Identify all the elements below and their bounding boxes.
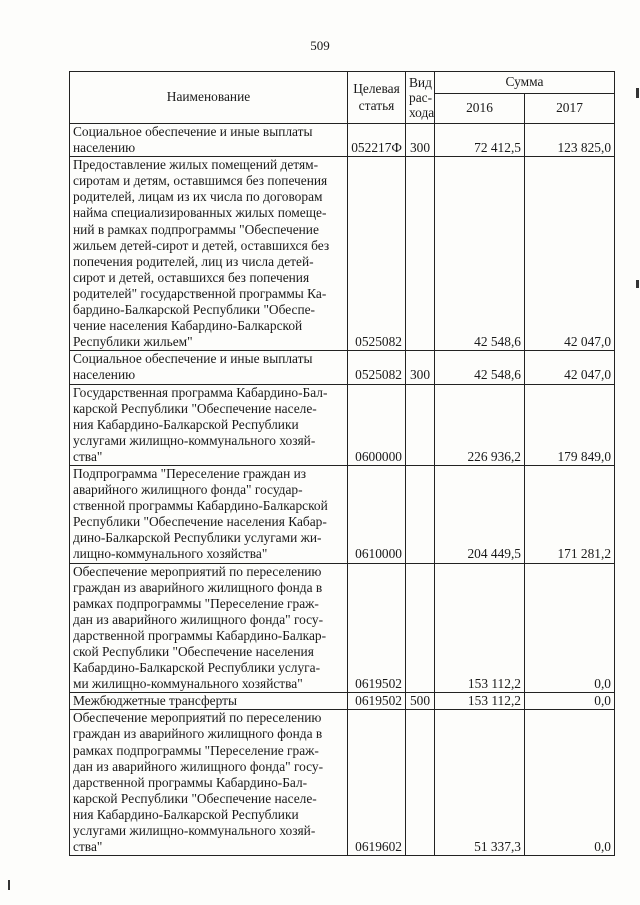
row-name-line: дан из аварийного жилищного фонда" госу- [73, 758, 324, 774]
row-code: 0525082 [348, 351, 406, 384]
row-name [70, 710, 348, 856]
row-name-line: попечения родителей, лиц из числа детей- [73, 253, 314, 269]
table-row [70, 465, 615, 563]
row-amount-2017: 0,0 [525, 693, 615, 710]
header-year-2017: 2017 [525, 94, 615, 124]
row-code: 0525082 [348, 157, 406, 351]
row-expense-type: 300 [406, 124, 435, 157]
row-name-line: сиротам и детям, оставшимся без попечения [73, 173, 328, 189]
row-amount-2017: 179 849,0 [525, 384, 615, 465]
row-code: 0619602 [348, 710, 406, 856]
row-name-line: Предоставление жилых помещений детям- [73, 157, 319, 173]
row-name [70, 157, 348, 351]
row-name [70, 693, 348, 710]
row-name-line: ния Кабардино-Балкарской Республики [73, 416, 299, 432]
row-amount-2017: 171 281,2 [525, 465, 615, 563]
row-name-line: аварийного жилищного фонда" государ- [73, 482, 303, 498]
row-amount-2016: 153 112,2 [435, 563, 525, 693]
row-name [70, 563, 348, 693]
table-row [70, 693, 615, 710]
row-amount-2017: 0,0 [525, 710, 615, 856]
row-code: 052217Ф [348, 124, 406, 157]
header-expense-type [406, 72, 435, 124]
row-name-line: ственной программы Кабардино-Балкарской [73, 498, 328, 514]
row-amount-2016: 51 337,3 [435, 710, 525, 856]
page-number: 509 [310, 38, 330, 53]
row-name-line: сирот и детей, оставшихся без попечения [73, 269, 310, 285]
row-expense-type [406, 465, 435, 563]
row-expense-type [406, 157, 435, 351]
row-code: 0619502 [348, 693, 406, 710]
row-name [70, 124, 348, 157]
header-name: Наименование [70, 72, 348, 124]
header-expense-type-line: Вид [409, 75, 432, 90]
row-amount-2016: 42 548,6 [435, 351, 525, 384]
row-name-line: карской Республики "Обеспечение населе- [73, 790, 317, 806]
row-name-line: дарственной программы Кабардино-Балкар- [73, 627, 327, 643]
row-name-line: Обеспечение мероприятий по переселению [73, 710, 322, 726]
row-name [70, 351, 348, 384]
row-name-line: ства" [73, 448, 103, 464]
header-target-article-line: статья [358, 97, 395, 113]
budget-table [69, 71, 615, 856]
header-expense-type-line: хода [409, 105, 435, 120]
row-name-line: Социальное обеспечение и иные выплаты [73, 351, 313, 367]
row-code: 0600000 [348, 384, 406, 465]
row-name-line: Межбюджетные трансферты [73, 693, 237, 709]
row-expense-type: 500 [406, 693, 435, 710]
row-name-line: ской Республики "Обеспечение населения [73, 644, 314, 659]
row-name-line: родителей, лицам из их числа по договорам [73, 189, 323, 205]
row-name-line: чение населения Кабардино-Балкарской [73, 318, 303, 334]
row-name-line: дарственной программы Кабардино-Бал- [73, 774, 308, 790]
table-row [70, 384, 615, 465]
table-row [70, 563, 615, 693]
row-name-line: населению [73, 140, 136, 156]
row-amount-2016: 204 449,5 [435, 465, 525, 563]
row-name-line: граждан из аварийного жилищного фонда в [73, 579, 323, 595]
row-name-line: жильем детей-сирот и детей, оставшихся без [73, 237, 330, 253]
scan-mark [8, 880, 10, 890]
row-name-line: Социальное обеспечение и иные выплаты [73, 124, 313, 139]
row-amount-2017: 123 825,0 [525, 124, 615, 157]
scan-mark [636, 280, 639, 288]
table-row [70, 157, 615, 351]
row-expense-type [406, 384, 435, 465]
row-name [70, 384, 348, 465]
table-row [70, 351, 615, 384]
header-expense-type-line: рас- [409, 90, 433, 105]
row-code: 0619502 [348, 563, 406, 693]
row-name-line: рамках подпрограммы "Переселение граж- [73, 595, 319, 611]
row-name-line: бардино-Балкарской Республики "Обеспе- [73, 302, 316, 318]
row-name [70, 465, 348, 563]
row-name-line: ния Кабардино-Балкарской Республики [73, 806, 299, 822]
row-amount-2016: 72 412,5 [435, 124, 525, 157]
table-body [70, 124, 615, 856]
row-name-line: Подпрограмма "Переселение граждан из [73, 465, 307, 481]
row-name-line: Кабардино-Балкарской Республики услуга- [73, 660, 321, 676]
row-expense-type [406, 563, 435, 693]
row-name-line: рамках подпрограммы "Переселение граж- [73, 742, 319, 758]
row-name-line: ний в рамках подпрограммы "Обеспечение [73, 221, 319, 237]
table-row [70, 124, 615, 157]
table-row [70, 710, 615, 856]
row-name-line: Государственная программа Кабардино-Бал- [73, 384, 328, 400]
row-name-line: услугами жилищно-коммунального хозяй- [73, 432, 316, 448]
row-name-line: родителей" государственной программы Ка- [73, 285, 327, 301]
row-name-line: ства" [73, 839, 103, 855]
row-expense-type [406, 710, 435, 856]
header-sum: Сумма [435, 72, 615, 94]
row-amount-2017: 42 047,0 [525, 157, 615, 351]
row-name-line: дан из аварийного жилищного фонда" госу- [73, 611, 324, 627]
row-name-line: ми жилищно-коммунального хозяйства" [73, 676, 303, 692]
row-code: 0610000 [348, 465, 406, 563]
header-target-article [348, 72, 406, 124]
row-amount-2017: 42 047,0 [525, 351, 615, 384]
row-amount-2016: 153 112,2 [435, 693, 525, 710]
row-name-line: карской Республики "Обеспечение населе- [73, 400, 317, 416]
row-name-line: Республики жильем" [73, 334, 193, 350]
row-name-line: лищно-коммунального хозяйства" [73, 546, 268, 562]
row-expense-type: 300 [406, 351, 435, 384]
row-name-line: граждан из аварийного жилищного фонда в [73, 726, 323, 742]
row-amount-2017: 0,0 [525, 563, 615, 693]
header-year-2016: 2016 [435, 94, 525, 124]
scan-mark [636, 88, 639, 98]
row-amount-2016: 226 936,2 [435, 384, 525, 465]
header-target-article-line: Целевая [353, 81, 400, 97]
row-name-line: найма специализированных жилых помеще- [73, 205, 327, 221]
row-name-line: дино-Балкарской Республики услугами жи- [73, 530, 322, 546]
row-name-line: Республики "Обеспечение населения Кабар- [73, 514, 327, 530]
row-name-line: услугами жилищно-коммунального хозяй- [73, 823, 316, 839]
row-amount-2016: 42 548,6 [435, 157, 525, 351]
row-name-line: Обеспечение мероприятий по переселению [73, 563, 322, 579]
row-name-line: населению [73, 367, 136, 383]
